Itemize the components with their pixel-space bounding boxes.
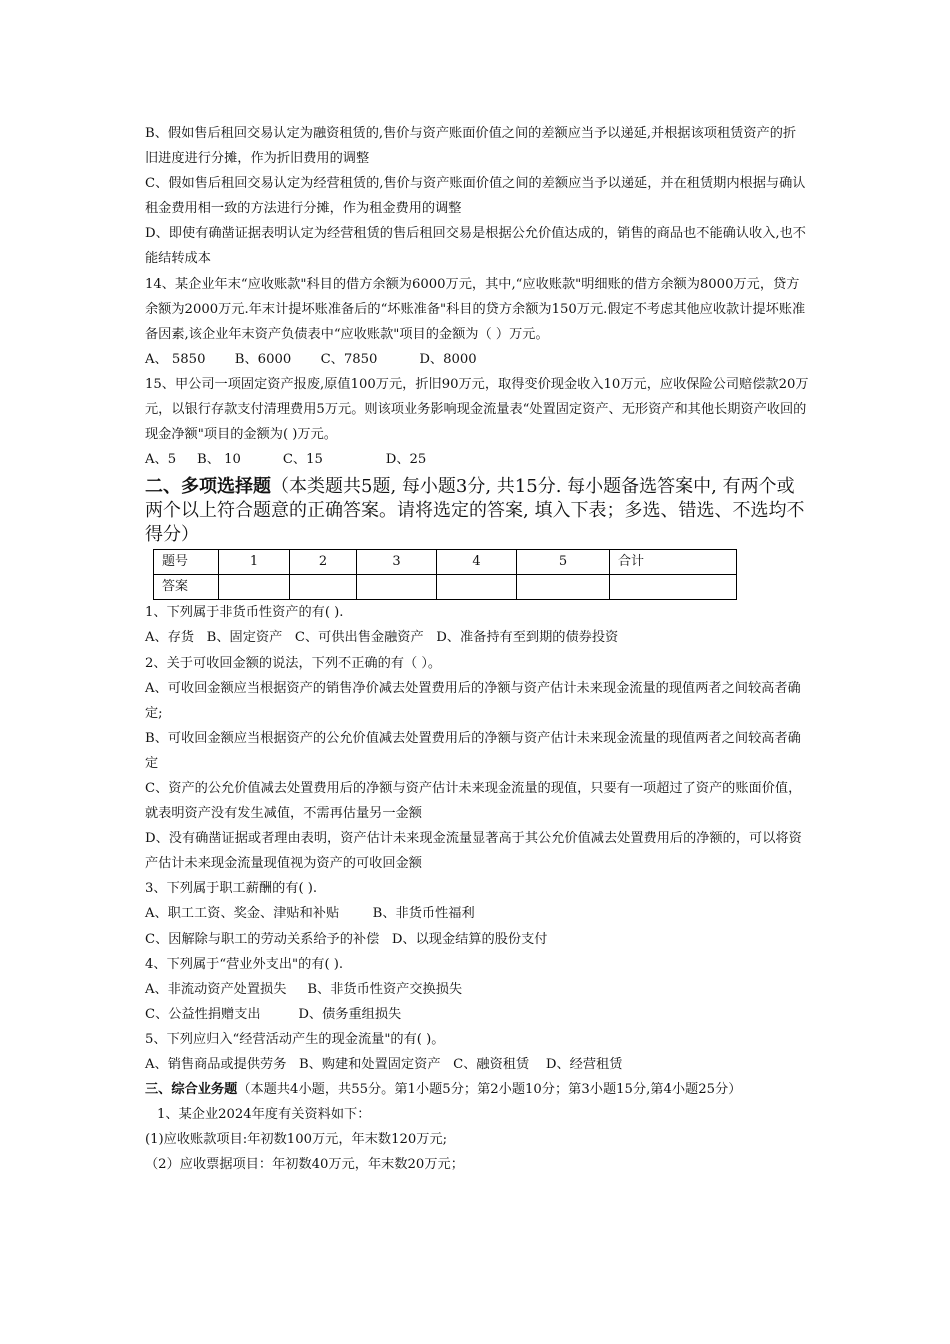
table-cell: 5 (517, 550, 610, 575)
case-1-item-2: （2）应收票据项目：年初数40万元，年末数20万元； (145, 1157, 464, 1173)
table-row (154, 575, 737, 600)
mc-question-2-option-c: C、资产的公允价值减去处置费用后的净额与资产估计未来现金流量的现值，只要有一项超过了资产的账面价值，就表明资产没有发生减值，不需再估量另一金额 (145, 780, 802, 822)
section-2-desc: （本类题共5题, 每小题3分, 共15分. 每小题备选答案中, 有两个或两个以上符合题意的正确答案。请将选定的答案, 填入下表；多选、错选、不选均不得分） (145, 476, 805, 546)
table-cell: 2 (290, 550, 357, 575)
table-cell: 合计 (610, 550, 737, 575)
mc-question-4-options-ab: A、非流动资产处置损失 B、非货币性资产交换损失 (145, 981, 463, 997)
section-2-heading (145, 475, 809, 547)
question-14: 14、某企业年末“应收账款"科目的借方余额为6000万元，其中,“应收账款"明细账的借方余额为8000万元，贷方余额为2000万元.年末计提坏账准备后的“坏账准备"科目的贷方余额为150万元.假定不考虑其他应收款计提坏账准备因素,该企业年末资产负债表中“应收账款"项目的金额为（ ）万元。 (145, 276, 806, 342)
case-1-item-1: (1)应收账款项目:年初数100万元，年末数120万元; (145, 1132, 448, 1148)
option-d-text: D、即使有确凿证据表明认定为经营租赁的售后租回交易是根据公允价值达成的，销售的商品也不能确认收入,也不能结转成本 (145, 226, 806, 267)
section-3-heading (145, 1077, 809, 1102)
table-cell: 题号 (154, 550, 219, 575)
section-3-desc: （本题共4小题，共55分。第1小题5分；第2小题10分；第3小题15分,第4小题25分） (237, 1082, 742, 1098)
mc-question-5: 5、下列应归入“经营活动产生的现金流量"的有( )。 (145, 1031, 445, 1047)
question-14-options: A、 5850 B、6000 C、7850 D、8000 (145, 351, 477, 367)
answer-cell[interactable] (290, 575, 357, 600)
option-b-text: B、假如售后租回交易认定为融资租赁的,售价与资产账面价值之间的差额应当予以递延,并根据该项租赁资产的折旧进度进行分摊，作为折旧费用的调整 (145, 126, 797, 167)
table-cell: 答案 (154, 575, 219, 600)
mc-question-2-option-b: B、可收回金额应当根据资产的公允价值减去处置费用后的净额与资产估计未来现金流量的现值两者之间较高者确定 (145, 730, 801, 771)
mc-question-2: 2、关于可收回金额的说法，下列不正确的有（ ）。 (145, 655, 442, 671)
mc-question-1: 1、下列属于非货币性资产的有( ). (145, 605, 344, 621)
mc-question-5-options: A、销售商品或提供劳务 B、购建和处置固定资产 C、融资租赁 D、经营租赁 (145, 1057, 623, 1072)
table-row (154, 550, 737, 575)
mc-question-2-option-a: A、可收回金额应当根据资产的销售净价减去处置费用后的净额与资产估计未来现金流量的现值两者之间较高者确定; (145, 680, 801, 721)
table-cell: 3 (357, 550, 437, 575)
document-page (145, 121, 809, 1177)
answer-table (153, 549, 737, 600)
answer-cell[interactable] (437, 575, 517, 600)
answer-cell[interactable] (219, 575, 290, 600)
answer-cell[interactable] (517, 575, 610, 600)
mc-question-4-options-cd: C、公益性捐赠支出 D、债务重组损失 (145, 1006, 402, 1022)
question-15-options: A、5 B、 10 C、15 D、25 (145, 452, 427, 468)
answer-cell[interactable] (357, 575, 437, 600)
mc-question-3-options-cd: C、因解除与职工的劳动关系给予的补偿 D、以现金结算的股份支付 (145, 931, 548, 947)
mc-question-3-options-ab: A、职工工资、奖金、津贴和补贴 B、非货币性福利 (145, 906, 475, 922)
table-cell: 1 (219, 550, 290, 575)
table-cell: 4 (437, 550, 517, 575)
section-3-title: 三、综合业务题 (145, 1082, 238, 1098)
mc-question-1-options: A、存货 B、固定资产 C、可供出售金融资产 D、准备持有至到期的债券投资 (145, 630, 619, 646)
option-c-text: C、假如售后租回交易认定为经营租赁的,售价与资产账面价值之间的差额应当予以递延，并在租赁期内根据与确认租金费用相一致的方法进行分摊，作为租金费用的调整 (145, 176, 806, 217)
mc-question-2-option-d: D、没有确凿证据或者理由表明，资产估计未来现金流量显著高于其公允价值减去处置费用后的净额的，可以将资产估计未来现金流量现值视为资产的可收回金额 (145, 831, 802, 872)
section-2-title: 二、多项选择题 (145, 476, 271, 498)
answer-cell[interactable] (610, 575, 737, 600)
mc-question-4: 4、下列属于“营业外支出"的有( ). (145, 956, 344, 972)
mc-question-3: 3、下列属于职工薪酬的有( ). (145, 881, 318, 897)
question-15: 15、甲公司一项固定资产报废,原值100万元，折旧90万元，取得变价现金收入10万元，应收保险公司赔偿款20万元，以银行存款支付清理费用5万元。则该项业务影响现金流量表“处置固定资产、无形资产和其他长期资产收回的现金净额"项目的金额为( )万元。 (145, 376, 809, 443)
case-1-intro: 1、某企业2024年度有关资料如下： (157, 1107, 371, 1123)
